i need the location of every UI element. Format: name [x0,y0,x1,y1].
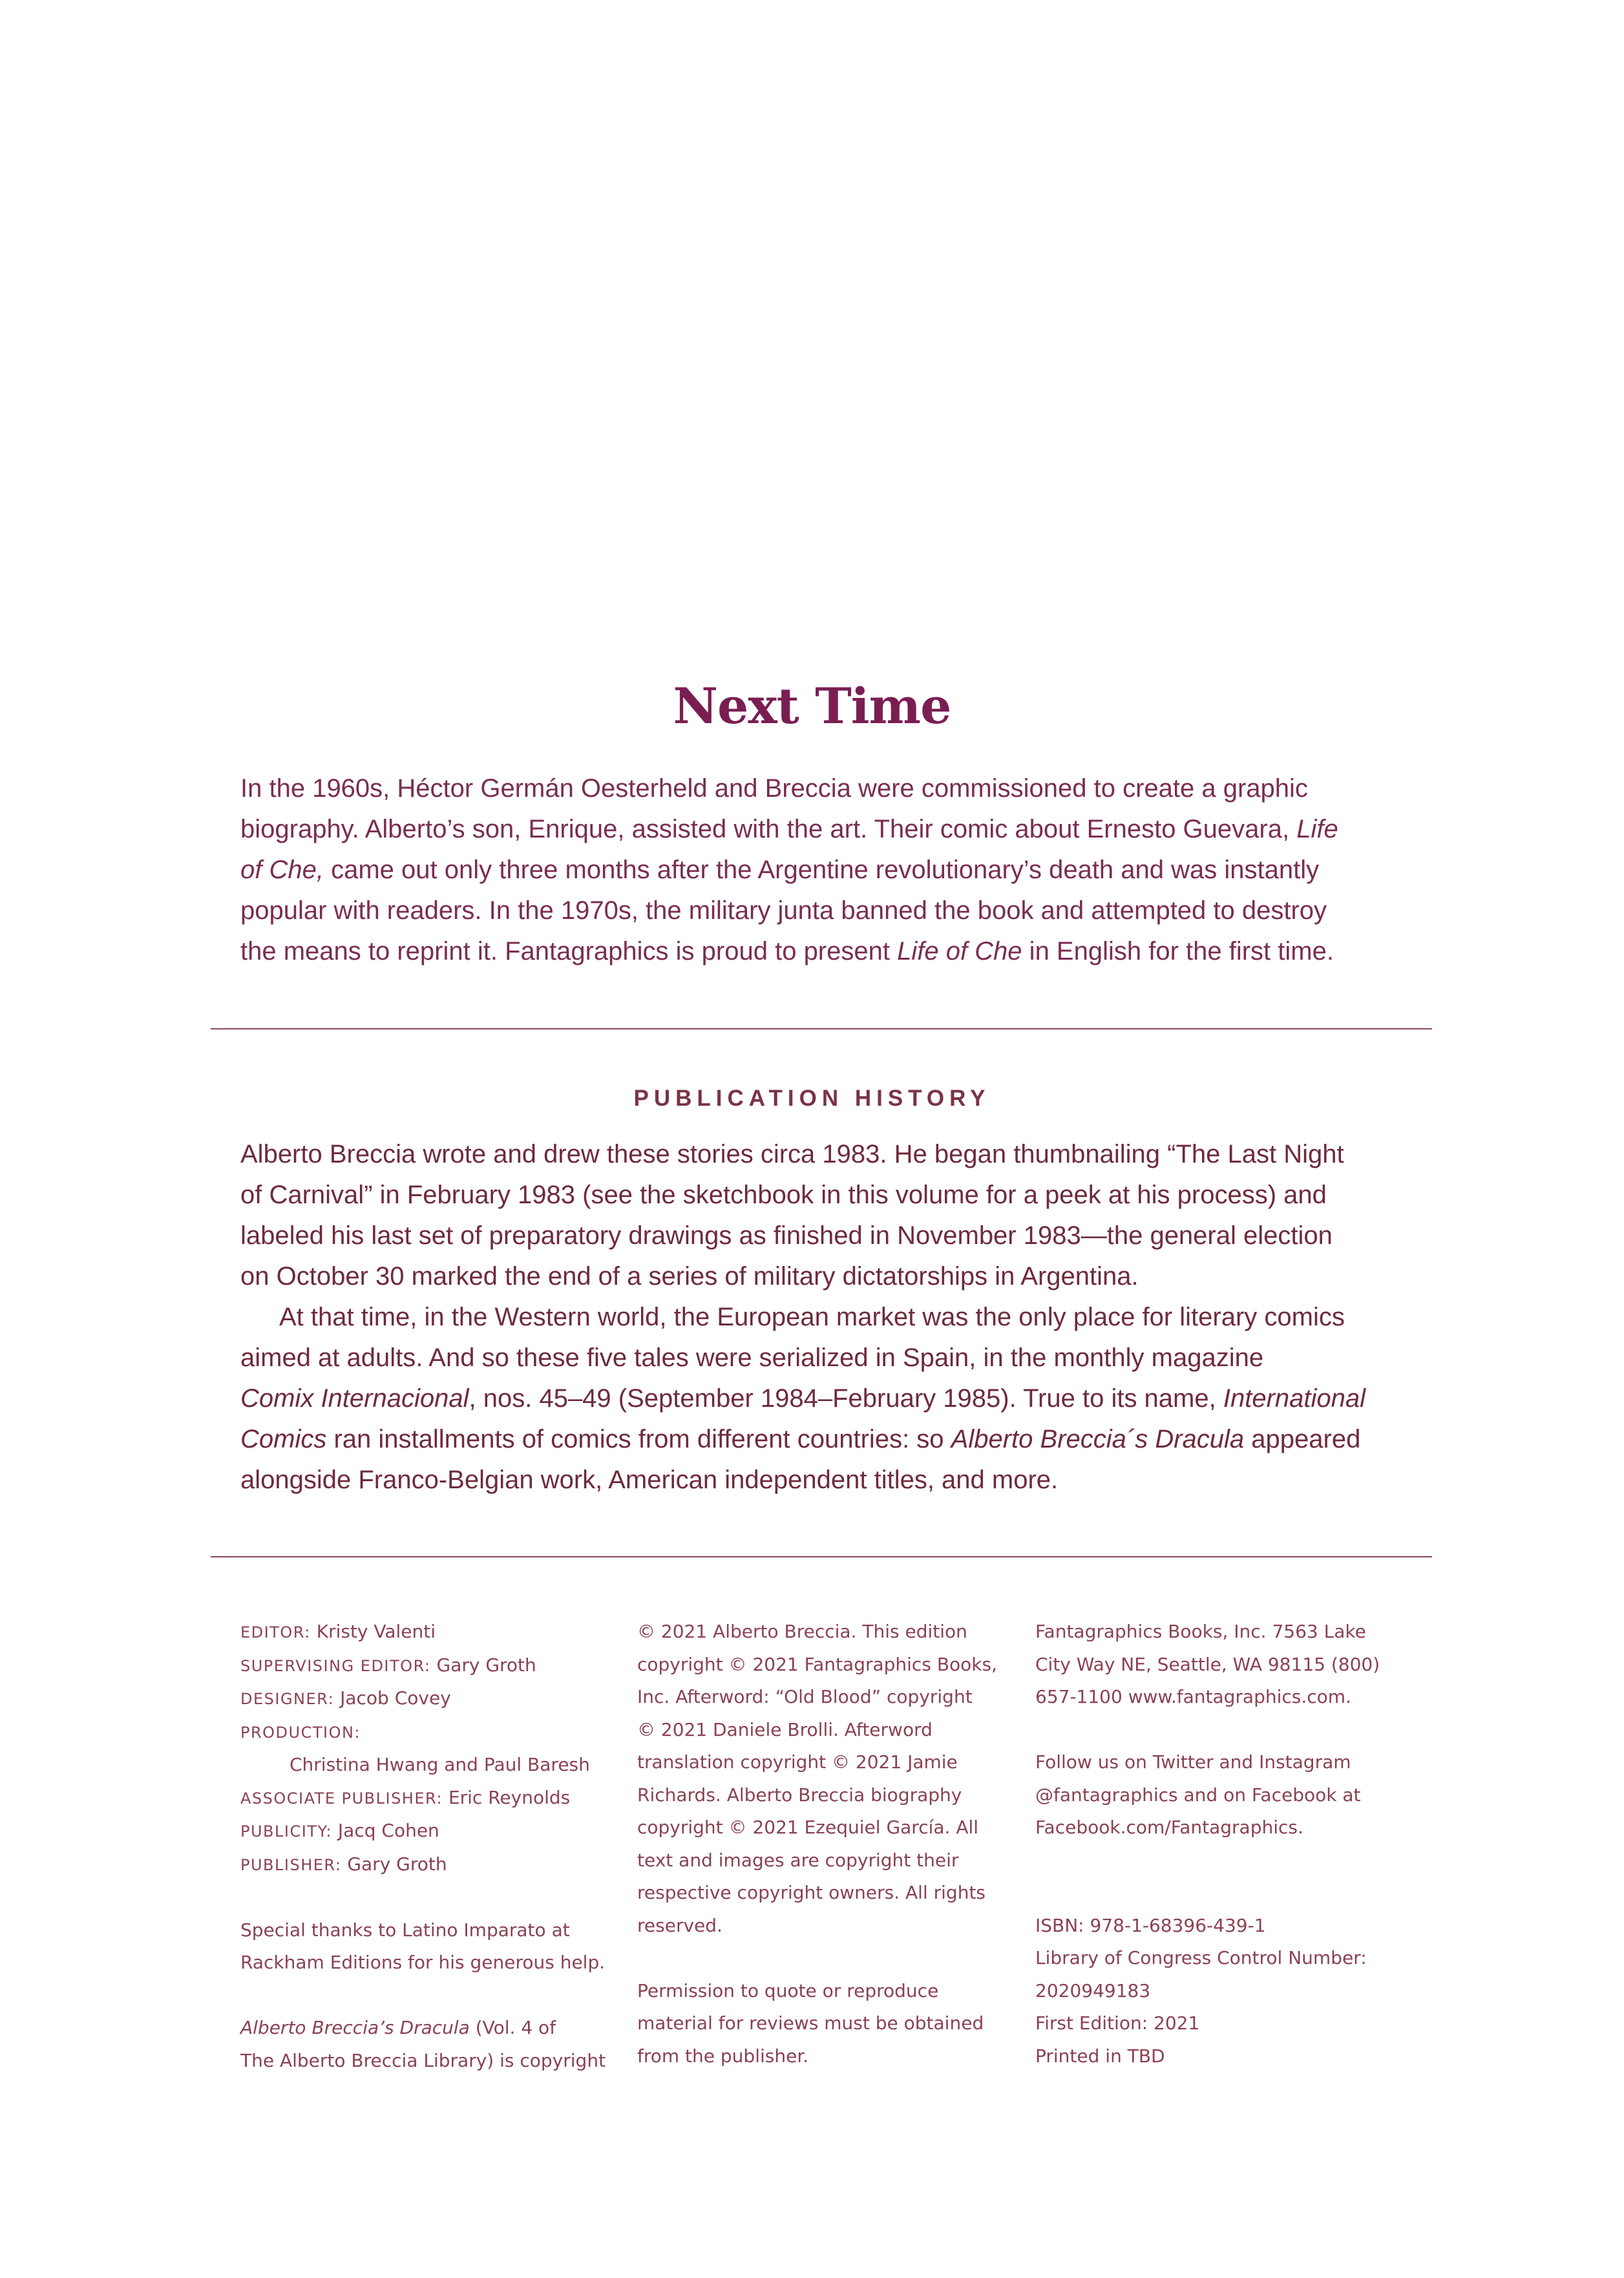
text-run: copyright © 2021 Ezequiel García. All [637,1817,979,1838]
colophon-line [637,1714,1012,1747]
credit-role-label: EDITOR: [240,1623,311,1641]
credit-role-label: PRODUCTION: [240,1723,361,1742]
text-run: text and images are copyright their [637,1849,959,1871]
text-run: Facebook.com/Fantagraphics. [1035,1817,1303,1838]
text-run: 657-1100 www.fantagraphics.com. [1035,1686,1351,1707]
colophon-line [240,1815,615,1848]
next-time-body [240,768,1397,972]
text-run: of Carnival” in February 1983 (see the sketchbook in this volume for a peek at his process) and [240,1181,1327,1209]
text-run: aimed at adults. And so these five tales were serialized in Spain, in the monthly magazine [240,1344,1264,1372]
text-run: First Edition: 2021 [1035,2012,1200,2034]
text-run: City Way NE, Seattle, WA 98115 (800) [1035,1653,1380,1675]
divider-top [211,1028,1432,1029]
text-run: popular with readers. In the 1970s, the military junta banned the book and attempted to destroy [240,896,1327,925]
text-run: (Vol. 4 of [469,2017,556,2038]
text-run: Comics [240,1425,327,1453]
text-run: © 2021 Alberto Breccia. This edition [637,1621,967,1642]
credit-role-label: DESIGNER: [240,1690,335,1708]
text-run: Special thanks to Latino Imparato at [240,1919,570,1941]
text-run: Alberto Breccia’s Dracula [240,2017,470,2038]
colophon-line [240,1848,615,1882]
text-run: Life [1296,815,1338,843]
text-run: Life of Che [897,937,1022,965]
text-run: Alberto Breccia´s Dracula [951,1425,1245,1453]
text-run: Rackham Editions for his generous help. [240,1952,606,1973]
colophon-line [240,1914,615,1947]
text-run: labeled his last set of preparatory drawings as finished in November 1983—the general election [240,1221,1333,1250]
spacer [240,1979,615,2012]
text-run: In the 1960s, Héctor Germán Oesterheld and Breccia were commissioned to create a graphic [240,774,1308,803]
colophon-line [1035,2040,1397,2073]
text-run: , nos. 45–49 (September 1984–February 1985). True to its name, [469,1384,1223,1413]
colophon-line [637,1746,1012,1779]
text-run: ran installments of comics from different countries: so [326,1425,951,1453]
colophon-line [1035,1649,1397,1682]
text-run: Gary Groth [341,1853,447,1875]
colophon-line [1035,1746,1397,1779]
colophon-line [637,1649,1012,1682]
colophon-line [637,1681,1012,1714]
colophon-line [240,2045,615,2078]
text-run: Eric Reynolds [443,1786,571,1808]
text-line [240,815,1338,843]
colophon-line [1035,1910,1397,1943]
text-run: came out only three months after the Argentine revolutionary’s death and was instantly [323,856,1320,884]
text-run: Jacob Covey [334,1687,451,1709]
publication-history-heading: PUBLICATION HISTORY [633,1086,991,1111]
text-run: biography. Alberto’s son, Enrique, assisted with the art. Their comic about Ernesto Guevara, [240,815,1297,843]
text-line [240,774,1308,803]
spacer [240,1881,615,1914]
text-run: Richards. Alberto Breccia biography [637,1784,962,1806]
text-run: Library of Congress Control Number: [1035,1947,1367,1968]
text-run: respective copyright owners. All rights [637,1882,986,1903]
next-time-heading: Next Time [673,677,951,735]
colophon-line [240,1682,615,1716]
spacer [637,1942,1012,1975]
colophon-line [240,1716,615,1749]
colophon-line [637,1779,1012,1812]
colophon-line [240,1749,615,1782]
colophon-line [637,1975,1012,2008]
text-line [240,1221,1333,1250]
text-run: Printed in TBD [1035,2045,1165,2067]
text-run: 2020949183 [1035,1979,1151,2001]
spacer [1035,1844,1397,1877]
text-run: Christina Hwang and Paul Baresh [290,1754,590,1775]
text-run: copyright © 2021 Fantagraphics Books, [637,1653,997,1675]
publication-history-body [240,1134,1397,1501]
text-run: The Alberto Breccia Library) is copyright [240,2049,606,2071]
text-run: Gary Groth [430,1654,536,1676]
text-run: from the publisher. [637,2045,809,2067]
text-run: Alberto Breccia wrote and drew these stories circa 1983. He began thumbnailing “The Last Night [240,1140,1344,1168]
text-run: Permission to quote or reproduce [637,1979,939,2001]
credits-column [240,1616,615,2077]
text-run: @fantagraphics and on Facebook at [1035,1784,1361,1806]
colophon-line [1035,1975,1397,2008]
text-line [240,1425,1360,1453]
text-run: Fantagraphics Books, Inc. 7563 Lake [1035,1621,1366,1642]
credit-role-label: PUBLICITY: [240,1822,333,1840]
colophon-line [240,1782,615,1815]
text-line [240,1344,1263,1372]
text-run: on October 30 marked the end of a series of military dictatorships in Argentina. [240,1262,1139,1291]
divider-bottom [211,1556,1432,1557]
credit-role-label: SUPERVISING EDITOR: [240,1656,431,1675]
colophon-line [1035,1942,1397,1975]
text-run: of Che, [240,856,324,884]
colophon-line [637,1910,1012,1943]
text-run: the means to reprint it. Fantagraphics is proud to present [240,937,898,965]
colophon-line [240,2012,615,2045]
credit-role-label: PUBLISHER: [240,1855,342,1874]
text-run: ISBN: 978-1-68396-439-1 [1035,1914,1266,1936]
text-run: appeared [1244,1425,1361,1453]
text-line [240,1140,1344,1168]
text-line [240,1181,1327,1209]
colophon-line [637,1616,1012,1649]
text-line [240,1303,1345,1331]
text-run: Comix Internacional [240,1384,469,1413]
text-run: Follow us on Twitter and Instagram [1035,1751,1351,1773]
text-line [240,937,1334,965]
colophon-line [637,1844,1012,1877]
text-line [240,896,1327,925]
text-run: alongside Franco-Belgian work, American independent titles, and more. [240,1466,1059,1494]
colophon-line [1035,2007,1397,2040]
copyright-column [637,1616,1012,2072]
text-run: reserved. [637,1914,722,1936]
text-run: © 2021 Daniele Brolli. Afterword [637,1718,933,1740]
publisher-info-column [1035,1616,1397,2072]
spacer [1035,1877,1397,1910]
colophon-line [637,1811,1012,1844]
text-run: translation copyright © 2021 Jamie [637,1751,958,1773]
credit-role-label: ASSOCIATE PUBLISHER: [240,1789,443,1808]
colophon-line [1035,1616,1397,1649]
text-run: International [1223,1384,1366,1413]
text-line [240,1384,1366,1413]
text-run: At that time, in the Western world, the European market was the only place for literary comics [279,1303,1345,1331]
text-line [240,1262,1139,1291]
colophon-line [1035,1681,1397,1714]
colophon-line [637,1877,1012,1910]
text-run: Kristy Valenti [310,1621,436,1642]
spacer [1035,1714,1397,1747]
colophon-line [1035,1779,1397,1812]
text-run: material for reviews must be obtained [637,2012,984,2034]
colophon-line [240,1946,615,1979]
text-line [240,1466,1058,1494]
colophon-line [637,2040,1012,2073]
colophon-line [240,1649,615,1683]
text-line [240,856,1319,884]
colophon-line [240,1616,615,1649]
text-run: Inc. Afterword: “Old Blood” copyright [637,1686,973,1707]
text-run: Jacq Cohen [332,1820,439,1841]
colophon-line [1035,1811,1397,1844]
text-run: in English for the first time. [1022,937,1334,965]
colophon-line [637,2007,1012,2040]
